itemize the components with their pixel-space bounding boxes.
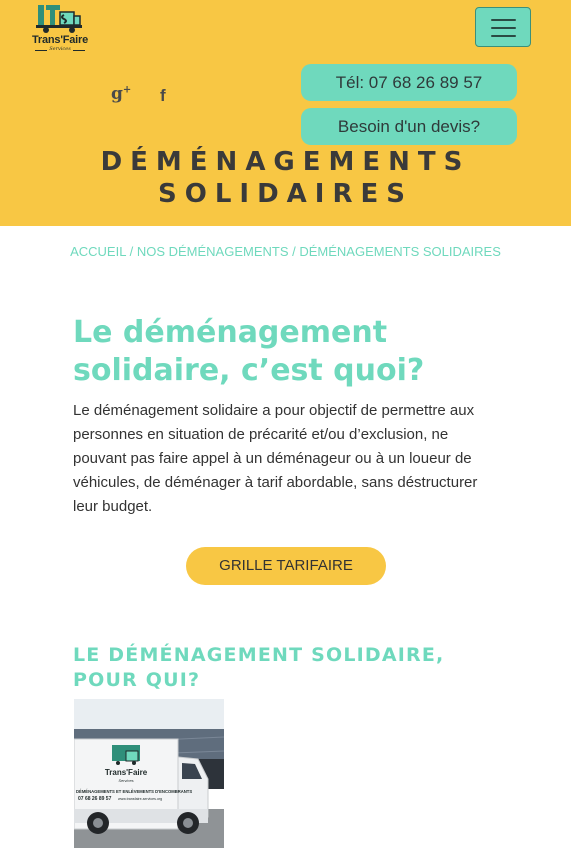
facebook-icon[interactable]: f	[160, 86, 166, 105]
hamburger-menu-icon	[491, 27, 516, 29]
breadcrumb-separator: /	[288, 244, 300, 259]
hamburger-menu-icon	[491, 19, 516, 21]
logo-tagline: Services	[49, 46, 71, 52]
phone-button[interactable]: Tél: 07 68 26 89 57	[301, 64, 517, 101]
google-plus-sup: +	[122, 84, 132, 96]
breadcrumb-home-link[interactable]: ACCUEIL	[70, 244, 126, 259]
van-web-text: www.transfaire-services.org	[118, 797, 163, 801]
van-phone-text: 07 68 26 89 57	[78, 796, 112, 802]
van-tagline-text: Services	[118, 778, 134, 783]
hamburger-menu-icon	[491, 35, 516, 37]
van-services-text: DÉMÉNAGEMENTS ET ENLÈVEMENTS D'ENCOMBRANTS	[76, 789, 193, 794]
price-grid-button[interactable]: GRILLE TARIFAIRE	[186, 547, 386, 585]
google-plus-label: g	[111, 84, 123, 104]
van-photo	[74, 699, 224, 848]
google-plus-icon[interactable]	[111, 84, 131, 104]
site-logo[interactable]	[24, 2, 96, 56]
site-header	[0, 0, 571, 226]
page-title-line2: SOLIDAIRES	[158, 179, 413, 209]
breadcrumb-section-link[interactable]: NOS DÉMÉNAGEMENTS	[136, 244, 289, 259]
intro-paragraph: Le déménagement solidaire a pour objectif de permettre aux personnes en situation de précarité et/ou d’exclusion, ne pouvant pas faire appel à un déménageur ou à un loueur de véhicules, de déménager à tarif abordable, sans déstructurer leur budget.	[73, 402, 478, 515]
van-brand-text: Trans'Faire	[104, 768, 148, 777]
breadcrumb	[0, 244, 571, 259]
section-heading: Le déménagement solidaire, c’est quoi?	[73, 315, 425, 388]
menu-toggle-button[interactable]	[475, 7, 531, 47]
section-subheading: LE DÉMÉNAGEMENT SOLIDAIRE, POUR QUI?	[73, 644, 445, 691]
quote-request-button[interactable]: Besoin d'un devis?	[301, 108, 517, 145]
logo-divider-right	[73, 50, 85, 51]
logo-wordmark: Trans'Faire	[31, 34, 89, 46]
breadcrumb-separator: /	[125, 244, 137, 259]
truck-logo-icon	[36, 2, 84, 34]
breadcrumb-current: DÉMÉNAGEMENTS SOLIDAIRES	[299, 244, 501, 259]
page-title	[0, 146, 571, 210]
page-title-line1: DÉMÉNAGEMENTS	[100, 147, 471, 177]
